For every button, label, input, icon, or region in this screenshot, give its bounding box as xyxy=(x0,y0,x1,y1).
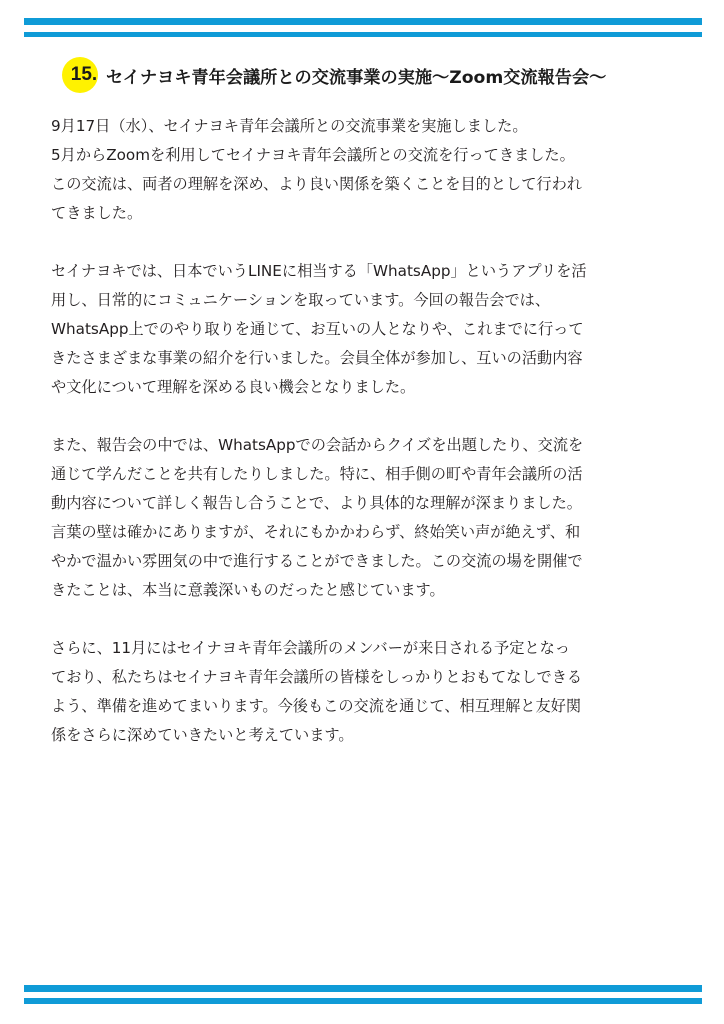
paragraph-4 xyxy=(51,634,701,750)
article-body xyxy=(51,112,701,779)
text-line: さらに、11月にはセイナヨキ青年会議所のメンバーが来日される予定となっ xyxy=(51,639,570,657)
text-line: 通じて学んだことを共有したりしました。特に、相手側の町や青年会議所の活 xyxy=(51,465,583,483)
text-line: 言葉の壁は確かにありますが、それにもかかわらず、終始笑い声が絶えず、和 xyxy=(51,523,581,541)
text-line: きたことは、本当に意義深いものだったと感じています。 xyxy=(51,581,445,599)
section-number-badge xyxy=(62,57,98,93)
bottom-border-rule xyxy=(24,985,702,992)
text-line: 係をさらに深めていきたいと考えています。 xyxy=(51,726,354,744)
section-number: 15. xyxy=(70,64,98,85)
paragraph-3 xyxy=(51,431,701,605)
paragraph-1 xyxy=(51,112,701,228)
top-border-rule xyxy=(24,18,702,25)
section-heading xyxy=(62,57,710,93)
text-line: また、報告会の中では、WhatsAppでの会話からクイズを出題したり、交流を xyxy=(51,436,584,454)
text-line: セイナヨキでは、日本でいうLINEに相当する「WhatsApp」というアプリを活 xyxy=(51,262,587,280)
text-line: 9月17日（水）、セイナヨキ青年会議所との交流事業を実施しました。 xyxy=(51,117,528,135)
text-line: よう、準備を進めてまいります。今後もこの交流を通じて、相互理解と友好関 xyxy=(51,697,582,715)
text-line: やかで温かい雰囲気の中で進行することができました。この交流の場を開催で xyxy=(51,552,583,570)
text-line: ており、私たちはセイナヨキ青年会議所の皆様をしっかりとおもてなしできる xyxy=(51,668,583,686)
bottom-border-rule-thin xyxy=(24,998,702,1004)
text-line: WhatsApp上でのやり取りを通じて、お互いの人となりや、これまでに行って xyxy=(51,320,584,338)
text-line: てきました。 xyxy=(51,204,143,222)
text-line: この交流は、両者の理解を深め、より良い関係を築くことを目的として行われ xyxy=(51,175,582,193)
text-line: や文化について理解を深める良い機会となりました。 xyxy=(51,378,416,396)
text-line: 5月からZoomを利用してセイナヨキ青年会議所との交流を行ってきました。 xyxy=(51,146,575,164)
text-line: きたさまざまな事業の紹介を行いました。会員全体が参加し、互いの活動内容 xyxy=(51,349,583,367)
text-line: 動内容について詳しく報告し合うことで、より具体的な理解が深まりました。 xyxy=(51,494,582,512)
text-line: 用し、日常的にコミュニケーションを取っています。今回の報告会では、 xyxy=(51,291,551,309)
top-border-rule-thin xyxy=(24,32,702,37)
paragraph-2 xyxy=(51,257,701,402)
section-title: セイナヨキ青年会議所との交流事業の実施～Zoom交流報告会～ xyxy=(106,67,607,88)
